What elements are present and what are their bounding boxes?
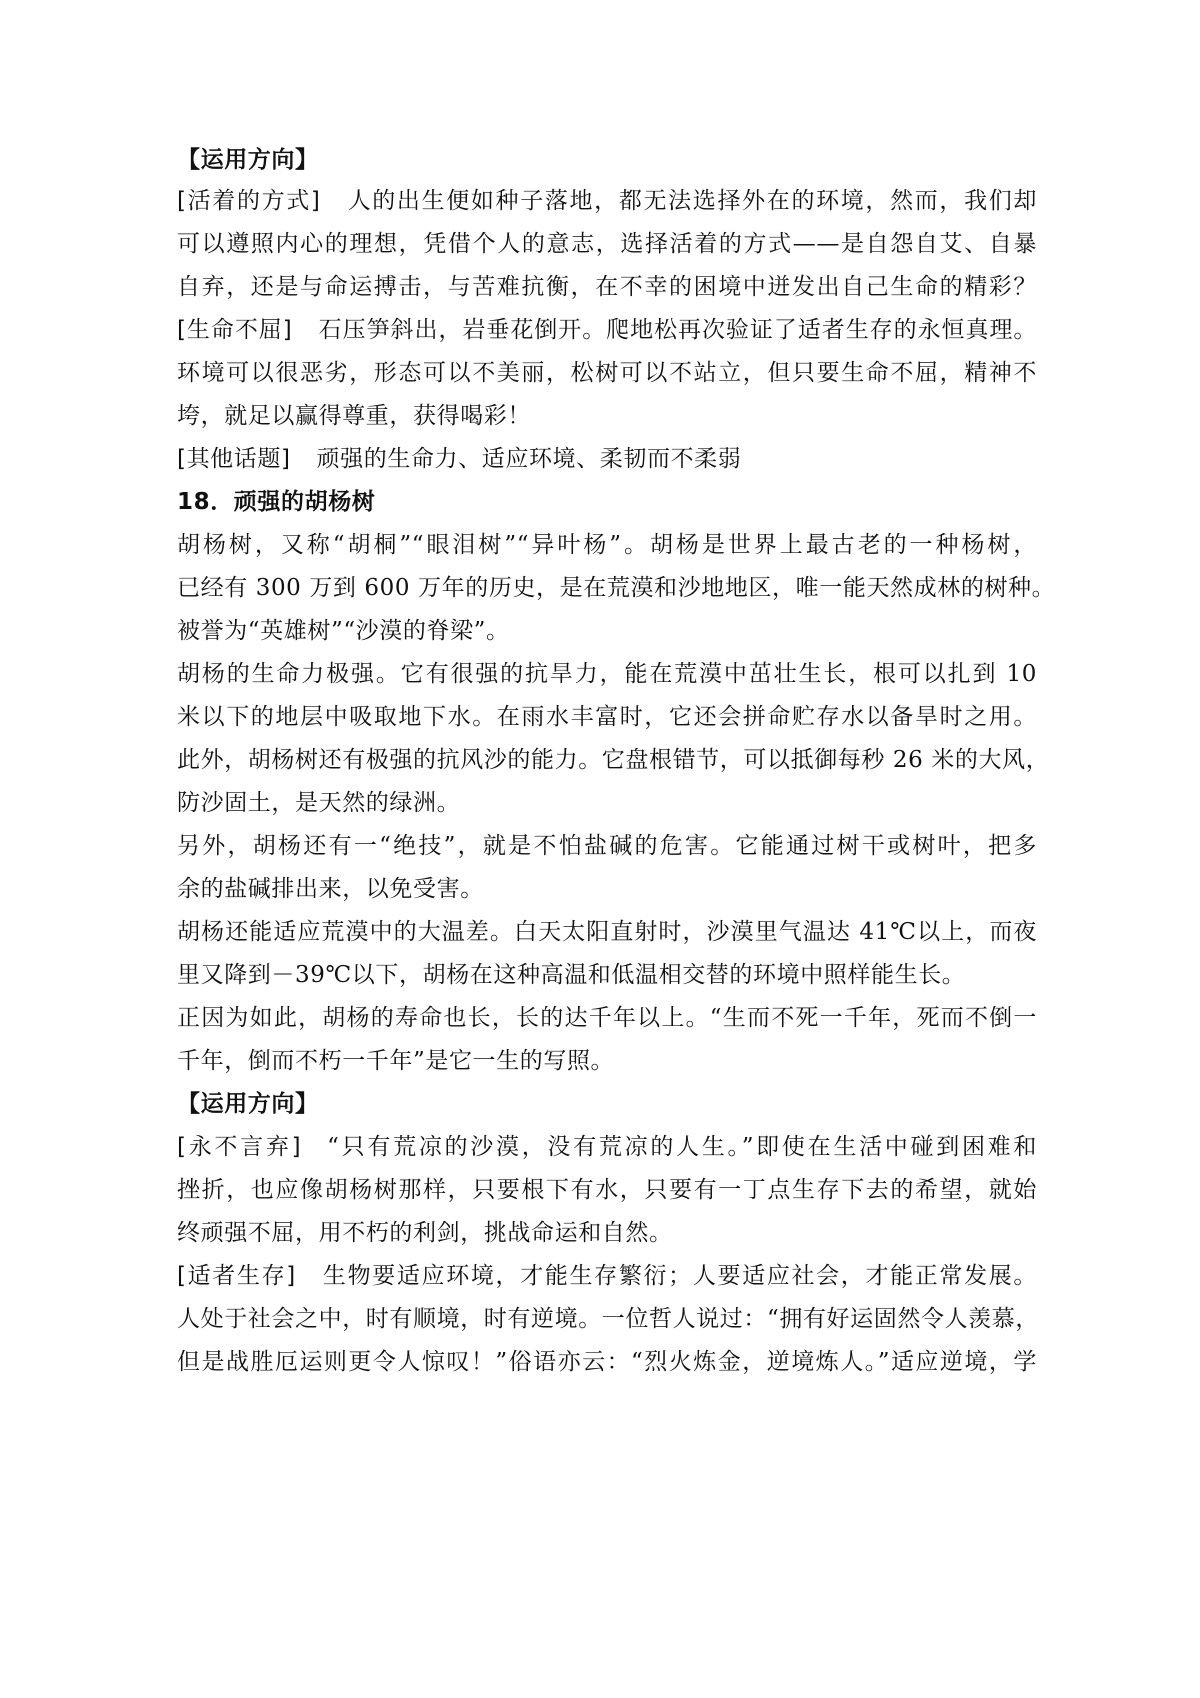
topic-tag: [其他话题] [177, 446, 291, 472]
text-run: 石压笋斜出，岩垂花倒开。爬地松再次验证了适者生存的永恒真理。 [318, 317, 1038, 343]
section-heading: 【运用方向】 [177, 1091, 319, 1117]
topic-tag: [生命不屈] [177, 317, 293, 343]
article-title: 18．顽强的胡杨树 [177, 489, 376, 515]
paragraph-line: 可以遵照内心的理想，凭借个人的意志，选择活着的方式——是自怨自艾、自暴 [177, 231, 1037, 257]
text-run: “只有荒凉的沙漠，没有荒凉的人生。”即使在生活中碰到困难和 [327, 1134, 1038, 1160]
text-run: 生物要适应环境，才能生存繁衍；人要适应社会，才能正常发展。 [321, 1263, 1038, 1289]
paragraph-line [177, 315, 1037, 345]
paragraph-line: 防沙固土，是天然的绿洲。 [177, 790, 461, 816]
topic-tag: [适者生存] [177, 1263, 296, 1289]
section-heading: 【运用方向】 [177, 147, 319, 173]
text-run: 人的出生便如种子落地，都无法选择外在的环境，然而，我们却 [346, 188, 1037, 214]
paragraph-line: 余的盐碱排出来，以免受害。 [177, 876, 484, 902]
paragraph-line: 胡杨的生命力极强。它有很强的抗旱力，能在荒漠中茁壮生长，根可以扎到 10 [177, 661, 1037, 687]
paragraph-line [177, 186, 1037, 216]
paragraph-line: 环境可以很恶劣，形态可以不美丽，松树可以不站立，但只要生命不屈，精神不 [177, 360, 1037, 386]
paragraph-line: 米以下的地层中吸取地下水。在雨水丰富时，它还会拼命贮存水以备旱时之用。 [177, 704, 1037, 730]
paragraph-line: 但是战胜厄运则更令人惊叹！”俗语亦云：“烈火炼金，逆境炼人。”适应逆境，学 [177, 1349, 1037, 1375]
paragraph-line: 终顽强不屈，用不朽的利剑，挑战命运和自然。 [177, 1220, 673, 1246]
paragraph-line: 自弃，还是与命运搏击，与苦难抗衡，在不幸的困境中迸发出自己生命的精彩？ [177, 274, 1037, 300]
paragraph-line [177, 1132, 1037, 1162]
paragraph-line: 垮，就足以赢得尊重，获得喝彩！ [177, 403, 531, 429]
paragraph-line: 人处于社会之中，时有顺境，时有逆境。一位哲人说过：“拥有好运固然令人羡慕， [177, 1306, 1039, 1332]
paragraph-line: 此外，胡杨树还有极强的抗风沙的能力。它盘根错节，可以抵御每秒 26 米的大风， [177, 747, 1050, 773]
topic-tag: [活着的方式] [177, 188, 321, 214]
paragraph-line: 千年，倒而不朽一千年”是它一生的写照。 [177, 1048, 615, 1074]
paragraph-line: 被誉为“英雄树”“沙漠的脊梁”。 [177, 618, 510, 644]
paragraph-line: 胡杨树，又称“胡桐”“眼泪树”“异叶杨”。胡杨是世界上最古老的一种杨树， [177, 532, 1037, 558]
paragraph-line: 挫折，也应像胡杨树那样，只要根下有水，只要有一丁点生存下去的希望，就始 [177, 1177, 1037, 1203]
paragraph-line: 正因为如此，胡杨的寿命也长，长的达千年以上。“生而不死一千年，死而不倒一 [177, 1005, 1037, 1031]
paragraph-line: 已经有 300 万到 600 万年的历史，是在荒漠和沙地地区，唯一能天然成林的树种。 [177, 575, 1056, 601]
paragraph-line [177, 444, 1037, 474]
text-run: 顽强的生命力、适应环境、柔韧而不柔弱 [316, 446, 742, 472]
paragraph-line [177, 1261, 1037, 1291]
topic-tag: [永不言弃] [177, 1134, 302, 1160]
paragraph-line: 胡杨还能适应荒漠中的大温差。白天太阳直射时，沙漠里气温达 41℃以上，而夜 [177, 919, 1037, 945]
paragraph-line: 另外，胡杨还有一“绝技”，就是不怕盐碱的危害。它能通过树干或树叶，把多 [177, 833, 1037, 859]
paragraph-line: 里又降到－39℃以下，胡杨在这种高温和低温相交替的环境中照样能生长。 [177, 962, 966, 988]
